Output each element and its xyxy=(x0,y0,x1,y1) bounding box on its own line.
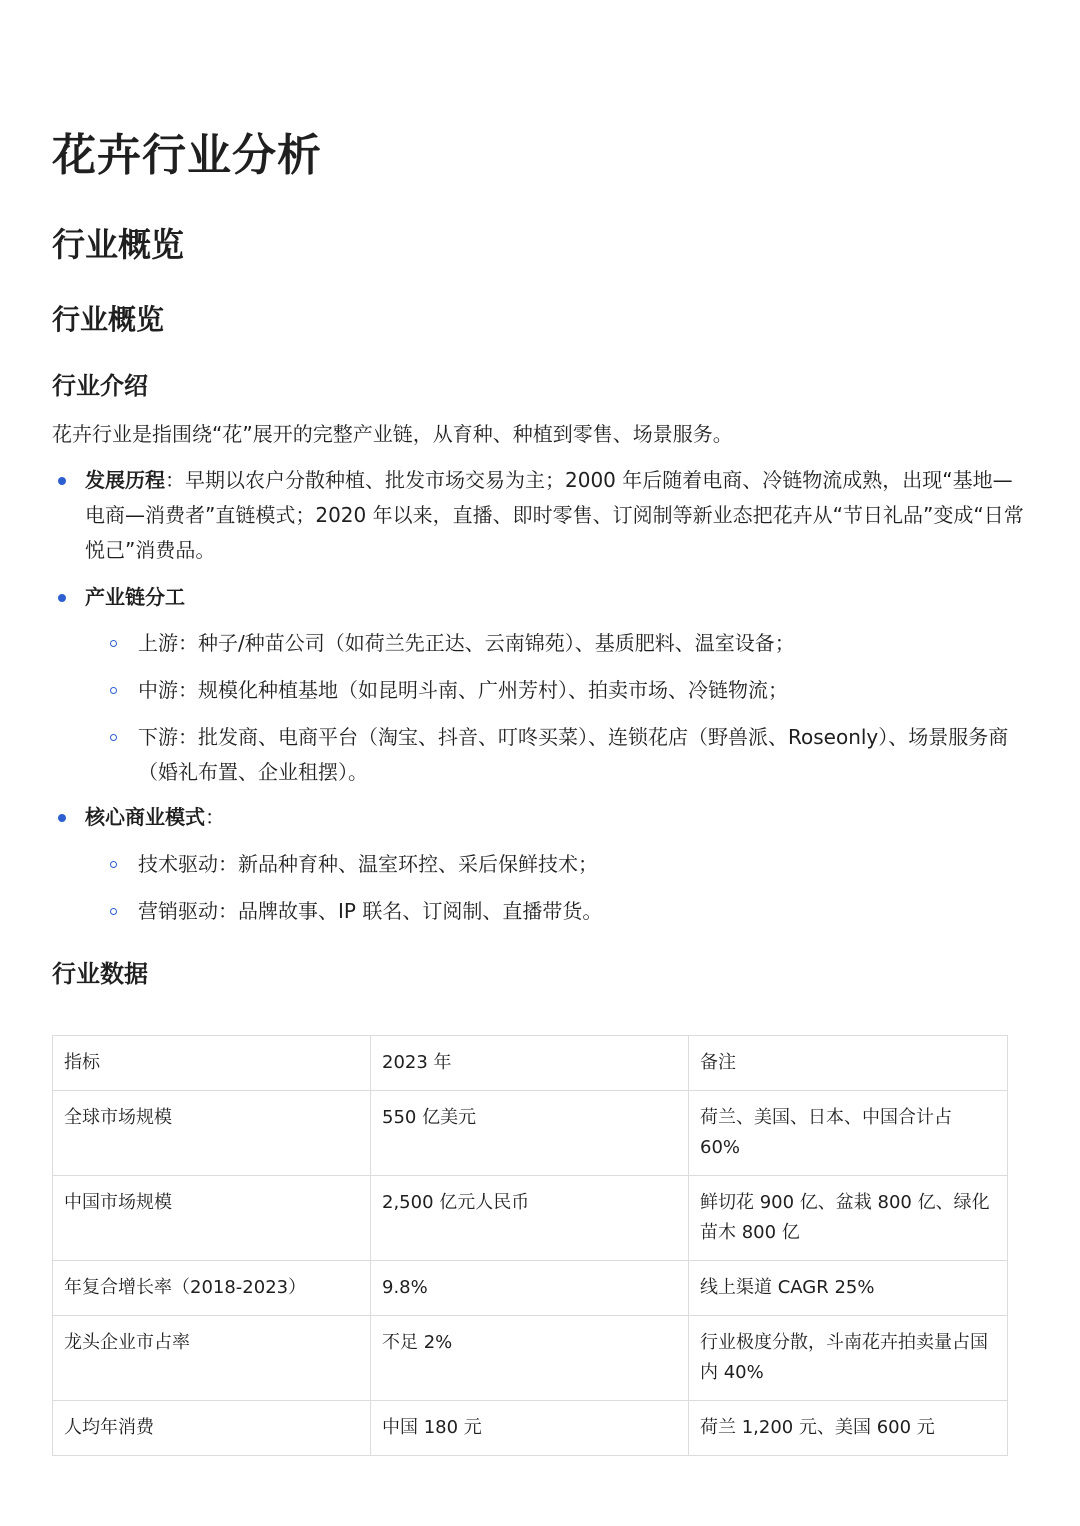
table-cell: 荷兰 1,200 元、美国 600 元 xyxy=(689,1401,1008,1456)
list-item-history xyxy=(52,463,1027,568)
sublist-item-midstream xyxy=(104,673,1028,708)
circle-bullet-icon xyxy=(110,734,117,741)
sublist-item-upstream xyxy=(104,626,1028,661)
table-cell: 龙头企业市占率 xyxy=(53,1316,371,1401)
table-row xyxy=(53,1401,1008,1456)
table-cell: 中国市场规模 xyxy=(53,1176,371,1261)
heading-industry-data: 行业数据 xyxy=(52,960,148,988)
list-item-chain xyxy=(52,580,1027,615)
history-text: ：早期以农户分散种植、批发市场交易为主；2000 年后随着电商、冷链物流成熟，出现“基地—电商—消费者”直链模式；2020 年以来，直播、即时零售、订阅制等新业态把花卉从“节日礼品”变成“日常悦己”消费品。 xyxy=(85,468,1024,562)
history-label: 发展历程 xyxy=(85,468,165,492)
circle-bullet-icon xyxy=(110,908,117,915)
subsection-heading-overview: 行业概览 xyxy=(52,303,165,336)
chain-label: 产业链分工 xyxy=(85,585,185,609)
overview-list xyxy=(52,463,1027,568)
table-row xyxy=(53,1176,1008,1261)
section-heading-overview: 行业概览 xyxy=(52,225,184,264)
chain-sublist xyxy=(104,626,1028,790)
table-cell: 鲜切花 900 亿、盆栽 800 亿、绿化苗木 800 亿 xyxy=(689,1176,1008,1261)
page-title: 花卉行业分析 xyxy=(52,130,322,181)
table-row xyxy=(53,1091,1008,1176)
sublist-item-text: 营销驱动：品牌故事、IP 联名、订阅制、直播带货。 xyxy=(138,899,603,923)
table-header-cell: 备注 xyxy=(689,1036,1008,1091)
bullet-icon xyxy=(58,477,66,485)
table-header-cell: 2023 年 xyxy=(371,1036,689,1091)
table-cell: 全球市场规模 xyxy=(53,1091,371,1176)
industry-data-table xyxy=(52,1035,1008,1456)
table-row xyxy=(53,1316,1008,1401)
sublist-item-text: 中游：规模化种植基地（如昆明斗南、广州芳村）、拍卖市场、冷链物流； xyxy=(138,678,788,702)
table-cell: 中国 180 元 xyxy=(371,1401,689,1456)
table-header-cell: 指标 xyxy=(53,1036,371,1091)
table-header-row xyxy=(53,1036,1008,1091)
table-cell: 2,500 亿元人民币 xyxy=(371,1176,689,1261)
chain-list xyxy=(52,580,1027,615)
table-row xyxy=(53,1261,1008,1316)
model-sublist xyxy=(104,847,1028,929)
bullet-icon xyxy=(58,814,66,822)
circle-bullet-icon xyxy=(110,687,117,694)
model-list xyxy=(52,800,1027,835)
table-cell: 行业极度分散，斗南花卉拍卖量占国内 40% xyxy=(689,1316,1008,1401)
table-cell: 线上渠道 CAGR 25% xyxy=(689,1261,1008,1316)
table-cell: 年复合增长率（2018-2023） xyxy=(53,1261,371,1316)
table-cell: 人均年消费 xyxy=(53,1401,371,1456)
sublist-item-downstream xyxy=(104,720,1028,790)
intro-paragraph: 花卉行业是指围绕“花”展开的完整产业链，从育种、种植到零售、场景服务。 xyxy=(52,422,733,446)
list-item-model xyxy=(52,800,1027,835)
table-cell: 550 亿美元 xyxy=(371,1091,689,1176)
sublist-item-text: 下游：批发商、电商平台（淘宝、抖音、叮咚买菜）、连锁花店（野兽派、Roseonly）、场景服务商（婚礼布置、企业租摆）。 xyxy=(138,725,1009,784)
table-cell: 9.8% xyxy=(371,1261,689,1316)
table-cell: 不足 2% xyxy=(371,1316,689,1401)
heading-industry-intro: 行业介绍 xyxy=(52,372,148,400)
model-suffix: ： xyxy=(205,805,225,829)
sublist-item-text: 上游：种子/种苗公司（如荷兰先正达、云南锦苑）、基质肥料、温室设备； xyxy=(138,631,795,655)
table-cell: 荷兰、美国、日本、中国合计占 60% xyxy=(689,1091,1008,1176)
bullet-icon xyxy=(58,594,66,602)
model-label: 核心商业模式 xyxy=(85,805,205,829)
sublist-item-tech xyxy=(104,847,1028,882)
sublist-item-marketing xyxy=(104,894,1028,929)
sublist-item-text: 技术驱动：新品种育种、温室环控、采后保鲜技术； xyxy=(138,852,598,876)
industry-data-table-wrap xyxy=(52,1035,1007,1456)
circle-bullet-icon xyxy=(110,640,117,647)
circle-bullet-icon xyxy=(110,861,117,868)
